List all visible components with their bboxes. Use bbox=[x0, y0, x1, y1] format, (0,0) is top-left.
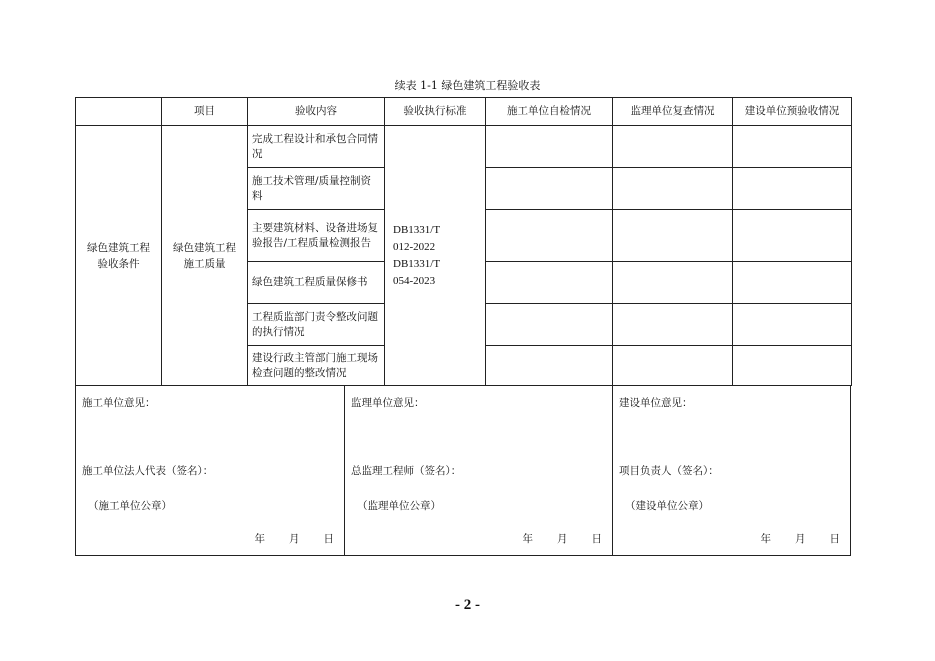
date-year: 年 bbox=[760, 533, 771, 545]
construction-seal-label: （施工单位公章） bbox=[88, 500, 172, 512]
standard-line-3: DB1331/T bbox=[393, 257, 441, 270]
supervision-review-cell[interactable] bbox=[613, 168, 733, 210]
row-content-5: 工程质监部门责令整改问题的执行情况 bbox=[248, 304, 385, 346]
row-content-6: 建设行政主管部门施工现场检查问题的整改情况 bbox=[248, 346, 385, 386]
standard-line-1: DB1331/T bbox=[393, 223, 441, 236]
row-content-2: 施工技术管理/质量控制资料 bbox=[248, 168, 385, 210]
construction-check-cell[interactable] bbox=[486, 210, 613, 262]
row-content-1: 完成工程设计和承包合同情况 bbox=[248, 126, 385, 168]
date-year: 年 bbox=[254, 533, 265, 545]
supervision-review-cell[interactable] bbox=[613, 210, 733, 262]
page-number: - 2 - bbox=[455, 597, 480, 613]
construction-check-cell[interactable] bbox=[486, 126, 613, 168]
category-label: 绿色建筑工程验收条件 bbox=[87, 241, 150, 270]
supervision-review-cell[interactable] bbox=[613, 126, 733, 168]
row-content-4: 绿色建筑工程质量保修书 bbox=[248, 262, 385, 304]
owner-seal-label: （建设单位公章） bbox=[625, 500, 709, 512]
header-content: 验收内容 bbox=[248, 98, 385, 126]
construction-opinion-block bbox=[76, 386, 344, 555]
standard-line-4: 054-2023 bbox=[393, 274, 436, 287]
date-month: 月 bbox=[795, 533, 806, 545]
table-title: 续表 1-1 绿色建筑工程验收表 bbox=[394, 79, 541, 92]
construction-signer-label: 施工单位法人代表（签名）： bbox=[82, 465, 214, 477]
construction-opinion-label: 施工单位意见： bbox=[82, 397, 156, 409]
supervision-opinion-block bbox=[344, 386, 612, 555]
supervision-opinion-label: 监理单位意见： bbox=[351, 397, 425, 409]
date-year: 年 bbox=[522, 533, 533, 545]
date-month: 月 bbox=[557, 533, 568, 545]
standard-cell bbox=[385, 126, 486, 386]
owner-pre-acceptance-cell[interactable] bbox=[733, 262, 852, 304]
date-month: 月 bbox=[289, 533, 300, 545]
supervision-review-cell[interactable] bbox=[613, 346, 733, 386]
supervision-date bbox=[523, 531, 603, 546]
construction-check-cell[interactable] bbox=[486, 346, 613, 386]
row-content-3: 主要建筑材料、设备进场复验报告/工程质量检测报告 bbox=[248, 210, 385, 262]
header-supervision-review: 监理单位复查情况 bbox=[613, 98, 733, 126]
item-label: 绿色建筑工程施工质量 bbox=[173, 241, 236, 270]
owner-opinion-label: 建设单位意见： bbox=[619, 397, 693, 409]
date-day: 日 bbox=[829, 533, 840, 545]
item-cell bbox=[162, 126, 248, 386]
date-day: 日 bbox=[591, 533, 602, 545]
header-owner-pre-acceptance: 建设单位预验收情况 bbox=[733, 98, 852, 126]
standard-line-2: 012-2022 bbox=[393, 240, 436, 253]
header-standard: 验收执行标准 bbox=[385, 98, 486, 126]
owner-opinion-block bbox=[612, 386, 850, 555]
supervision-review-cell[interactable] bbox=[613, 262, 733, 304]
construction-check-cell[interactable] bbox=[486, 168, 613, 210]
header-construction-check: 施工单位自检情况 bbox=[486, 98, 613, 126]
acceptance-table bbox=[75, 97, 852, 386]
header-item: 项目 bbox=[162, 98, 248, 126]
header-row bbox=[76, 98, 852, 126]
table-row bbox=[76, 126, 852, 168]
construction-check-cell[interactable] bbox=[486, 304, 613, 346]
construction-date bbox=[255, 531, 335, 546]
header-blank bbox=[76, 98, 162, 126]
owner-signer-label: 项目负责人（签名）： bbox=[619, 465, 719, 477]
owner-pre-acceptance-cell[interactable] bbox=[733, 346, 852, 386]
supervision-review-cell[interactable] bbox=[613, 304, 733, 346]
owner-pre-acceptance-cell[interactable] bbox=[733, 126, 852, 168]
supervision-signer-label: 总监理工程师（签名）： bbox=[351, 465, 462, 477]
construction-check-cell[interactable] bbox=[486, 262, 613, 304]
opinions-section bbox=[75, 386, 851, 556]
owner-pre-acceptance-cell[interactable] bbox=[733, 210, 852, 262]
supervision-seal-label: （监理单位公章） bbox=[357, 500, 441, 512]
category-cell bbox=[76, 126, 162, 386]
date-day: 日 bbox=[323, 533, 334, 545]
owner-pre-acceptance-cell[interactable] bbox=[733, 304, 852, 346]
owner-date bbox=[761, 531, 841, 546]
owner-pre-acceptance-cell[interactable] bbox=[733, 168, 852, 210]
